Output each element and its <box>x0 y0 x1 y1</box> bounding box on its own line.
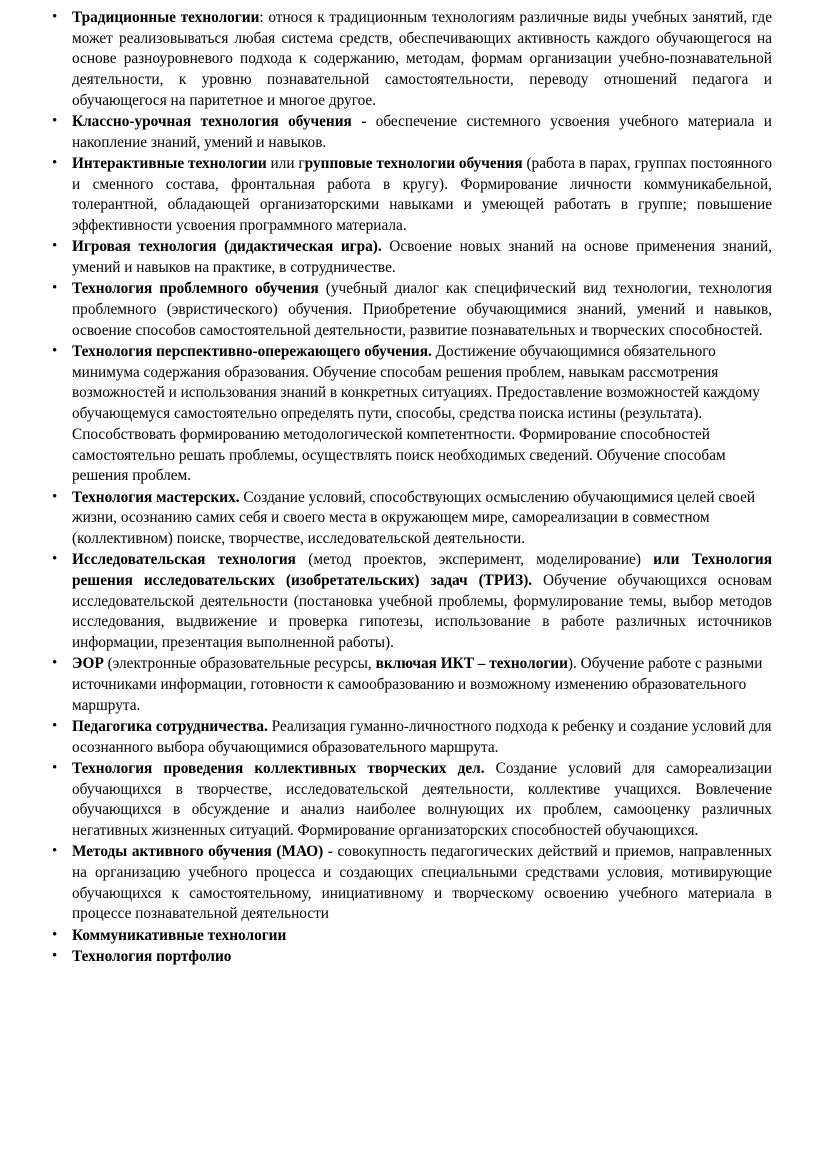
traditional-technologies <box>72 8 772 112</box>
active-learning-methods <box>72 842 772 925</box>
term-label: Технология портфолио <box>72 947 232 965</box>
collective-creative-work <box>72 759 772 842</box>
term-label: рупповые технологии обучения <box>304 155 523 173</box>
pedagogy-of-cooperation <box>72 717 772 758</box>
term-description: (работа в парах, группах постоянного и сменного состава, фронтальная работа в кругу) <box>72 155 773 193</box>
list-item <box>40 279 772 341</box>
term-description: (учебный диалог как специфический вид технологии, технология проблемного (эвристического) обучения <box>72 280 772 319</box>
list-item <box>40 237 772 278</box>
term-label: ЭОР <box>72 655 104 673</box>
list-item <box>40 947 772 968</box>
term-label: Интерактивные технологии <box>72 155 267 173</box>
term-description: Достижение обучающимися обязательного минимума содержания образования. Обучение способам решения проблем, навыкам рассмотрения возможностей и использования знаний в конкретных ситуациях. Предоставление возможностей каждому обучающемуся самостоятельно определять пути, способы, средства поиска истины (результата). Способствовать формированию методологической компетентности. Формирование способностей самостоятельно решать проблемы, осуществлять поиск необходимых сведений. Обучение способам решения проблем. <box>72 343 760 485</box>
eor <box>72 654 772 716</box>
term-description: : относя к традиционным технологиям различные виды учебных занятий, где может реализовываться любая система средств, обеспечивающих активность каждого обучающегося на основе разноуровневого подхода к содержанию, методам, формам организации учебно-познавательной деятельности, к уровню познавательной самостоятельности, переводу отношений педагога и обучающегося на паритетное и многое другое. <box>72 9 772 109</box>
term-description: совокупность педагогических действий и приемов, направленных на организацию учебного процесса и создающих специальными средствами условия, мотивирующие обучающихся к самостоятельному, инициативному и творческому освоению учебного материала в процессе познавательной деятельности <box>72 843 772 923</box>
term-description: Освоение новых знаний на основе применения знаний, умений и навыков на практике, в сотрудничестве. <box>72 238 773 277</box>
list-item <box>40 342 772 487</box>
term-label: Коммуникативные технологии <box>72 926 287 944</box>
term-description: Обучение обучающихся основам исследовательской деятельности (постановка учебной проблемы, формулирование темы, выбор методов исследования, выдвижение и проверка гипотезы, использование в работе различных источников информации, презентация выполненной работы). <box>72 571 772 652</box>
term-description: ). Обучение работе с разными источниками информации, готовности к самообразованию и возможному изменению образовательного маршрута. <box>72 655 763 714</box>
term-description: Реализация гуманно-личностного подхода к ребенку и создание условий для осознанного выбора обучающимися образовательного маршрута. <box>72 717 772 756</box>
research-technology <box>72 550 772 654</box>
term-label: Технология перспективно-опережающего обучения. <box>72 343 432 360</box>
list-item <box>40 926 772 947</box>
class-lesson-technology <box>72 112 772 153</box>
list-item <box>40 717 772 758</box>
term-description: Приобретение обучающимися знаний, умений и навыков, освоение способов самостоятельной деятельности, развитие познавательных и творческих способностей. <box>72 301 772 339</box>
list-item <box>40 550 772 654</box>
portfolio-technology <box>72 947 772 968</box>
term-label: Игровая технология (дидактическая игра). <box>72 238 382 256</box>
term-label: Технология мастерских. <box>72 488 240 506</box>
list-item <box>40 842 772 925</box>
term-label: Традиционные технологии <box>72 9 260 26</box>
term-label: Технология проблемного обучения <box>72 280 319 298</box>
term-label: Педагогика сотрудничества. <box>72 717 268 735</box>
workshop-technology <box>72 488 772 550</box>
term-label: Классно-урочная технология обучения - <box>72 113 376 131</box>
term-label: Исследовательская технология <box>72 551 296 569</box>
problem-based-learning <box>72 279 772 341</box>
game-technology <box>72 237 772 278</box>
term-label: Технология проведения коллективных творческих дел. <box>72 759 485 777</box>
list-item <box>40 488 772 550</box>
term-description: Создание условий, способствующих осмыслению обучающимися целей своей жизни, осознанию самих себя и своего места в окружающем мире, самореализации в совместном (коллективном) поиске, творчестве, исследовательской деятельности. <box>72 488 756 547</box>
term-description: обеспечение системного усвоения учебного материала и накопление знаний, умений и навыков. <box>72 113 772 151</box>
term-description: или г <box>266 155 305 173</box>
term-label: включая ИКТ – технологии <box>375 655 568 673</box>
term-description: . Формирование личности коммуникабельной, толерантной, обладающей организаторскими навыками и умеющей работать в группе; повышение эффективности усвоения программного материала. <box>72 175 773 235</box>
term-label: Методы активного обучения (МАО) - <box>72 843 338 861</box>
term-description: (метод проектов, эксперимент, моделирование) <box>295 551 654 569</box>
communicative-technologies <box>72 926 772 947</box>
term-description: Создание условий для самореализации обучающихся в творчестве, исследовательской деятельности, коллективе учащихся. Вовлечение обучающихся в обсуждение и анализ наиболее волнующих их проблем, самооценку различных негативных жизненных ситуаций. Формирование организаторских способностей обучающихся. <box>72 759 772 840</box>
term-description: . <box>348 301 363 319</box>
term-label: или Технология решения исследовательских (изобретательских) задач (ТРИЗ). <box>72 551 773 589</box>
list-item <box>40 154 772 237</box>
perspective-advance-learning <box>72 342 772 487</box>
technology-list <box>40 8 772 968</box>
list-item <box>40 8 772 112</box>
interactive-technologies <box>72 154 772 237</box>
term-description: (электронные образовательные ресурсы, <box>103 655 376 673</box>
list-item <box>40 654 772 716</box>
list-item <box>40 759 772 842</box>
list-item <box>40 112 772 153</box>
